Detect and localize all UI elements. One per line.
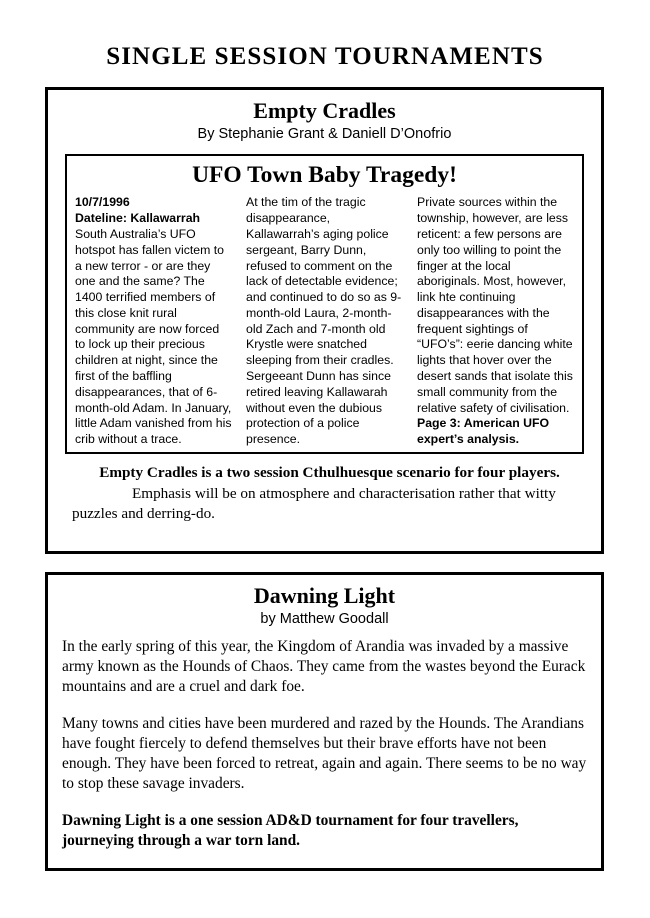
newspaper-headline: UFO Town Baby Tragedy!	[192, 162, 457, 188]
clipping-dateline: Dateline: Kallawarrah	[75, 211, 201, 226]
newspaper-column-1-text	[75, 195, 232, 448]
clipping-body-1: South Australia’s UFO hotspot has fallen victem to a new terror - or are they one and the same? The 1400 terrified members of this close knit rural community are now forced to lock up their precious children at night, since the first of the baffling disappearances, that of 6-month-old Adam. In January, little Adam vanished from his crib without a trace.	[75, 226, 232, 447]
page-title: SINGLE SESSION TOURNAMENTS	[106, 42, 544, 70]
clipping-body-2: At the tim of the tragic disappearance, Kallawarrah’s aging police sergeant, Barry Dunn, refused to comment on the lack of detectable evidence; and continued to do so as 9-month-old Laura, 2-month-old Zach and 7-month old Krystle were snatched sleeping from their cradles. Sergeeant Dunn has since retired leaving Kallawarah without even the dubious protection of a police presence.	[246, 195, 402, 447]
description-paragraph-1: In the early spring of this year, the Kingdom of Arandia was invaded by a massive army known as the Hounds of Chaos. They came from the wastes beyond the Eurack mountains and are a cruel and dark foe.	[62, 638, 586, 696]
description-closing: Dawning Light is a one session AD&D tournament for four travellers, journeying through a war torn land.	[62, 812, 519, 850]
newspaper-column-1	[75, 195, 232, 448]
clipping-date: 10/7/1996	[75, 195, 130, 210]
newspaper-columns	[75, 195, 574, 448]
tournament-entry-empty-cradles	[45, 87, 604, 554]
newspaper-clipping	[65, 154, 584, 454]
tournament-title: Empty Cradles	[253, 98, 396, 123]
clipping-footer-note: Page 3: American UFO expert’s analysis.	[417, 416, 550, 447]
tournament-byline: By Stephanie Grant & Daniell D’Onofrio	[197, 126, 452, 143]
clipping-body-3: Private sources within the township, however, are less reticent: a few persons are only too willing to point the finger at the local aboriginals. Most, however, link hte continuing disappearances with the frequent sightings of “UFO’s”: eerie dancing white lights that hover over the desert sands that isolate this small community from the relative safety of civilisation.	[417, 195, 573, 415]
tournament-blurb-lead: Empty Cradles is a two session Cthulhuesque scenario for four players.	[99, 464, 560, 481]
newspaper-column-3	[417, 195, 574, 448]
description-paragraph-2: Many towns and cities have been murdered and razed by the Hounds. The Arandians have fought fiercely to defend themselves but their brave efforts have not been enough. They have been forced to retreat, again and again. There seems to be no way to stop these savage invaders.	[62, 715, 587, 793]
tournament-title: Dawning Light	[253, 583, 396, 608]
tournament-entry-dawning-light	[45, 572, 604, 871]
tournament-description	[62, 637, 589, 851]
tournament-blurb-body: Emphasis will be on atmosphere and characterisation rather that witty puzzles and derring-do.	[72, 484, 556, 522]
tournament-byline: by Matthew Goodall	[260, 611, 389, 628]
tournament-blurb	[72, 463, 587, 523]
newspaper-column-2	[246, 195, 403, 448]
